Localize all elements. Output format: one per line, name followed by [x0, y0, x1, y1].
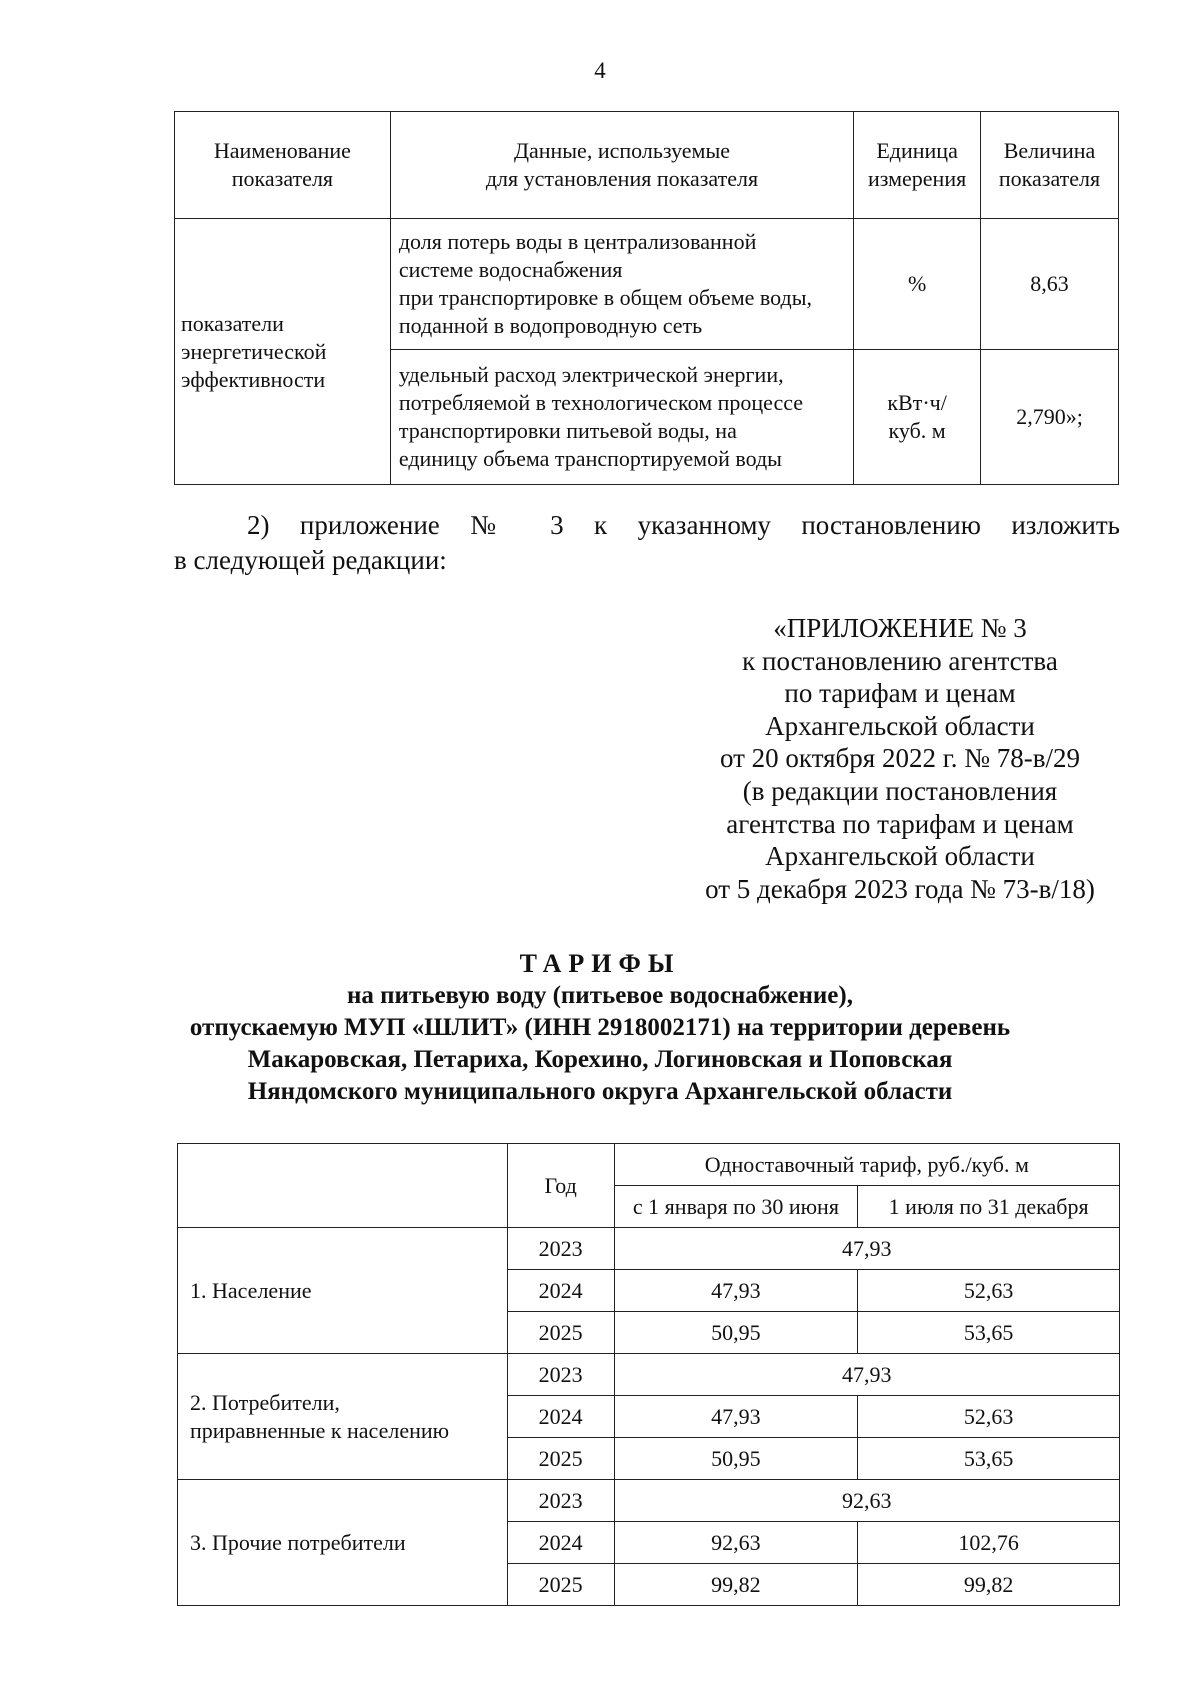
amendment-paragraph — [174, 508, 1120, 578]
tariff-period-1-cell: 47,93 — [614, 1396, 858, 1438]
title-line: Макаровская, Петариха, Корехино, Логиновская и Поповская — [247, 1046, 953, 1073]
indicator-group-name: показатели энергетической эффективности — [175, 219, 391, 485]
indicator-unit: % — [854, 219, 981, 350]
header-unit: Единица измерения — [854, 112, 981, 219]
paragraph-line-1: 2) приложение № 3 к указанному постановлению изложить — [247, 510, 1120, 540]
year-cell: 2023 — [507, 1228, 614, 1270]
page-number: 4 — [594, 58, 606, 83]
year-cell: 2024 — [507, 1396, 614, 1438]
appendix-line: Архангельской области — [765, 710, 1035, 741]
appendix-line: агентства по тарифам и ценам — [726, 808, 1074, 839]
indicators-table — [174, 111, 1119, 485]
tariff-merged-cell: 47,93 — [614, 1228, 1119, 1270]
indicator-data: доля потерь воды в централизованной системе водоснабжения при транспортировке в общем объеме воды, поданной в водопроводную сеть — [390, 219, 853, 350]
tariff-period-2-cell: 99,82 — [858, 1564, 1120, 1606]
appendix-line: Архангельской области — [765, 841, 1035, 872]
tariff-period-2-cell: 102,76 — [858, 1522, 1120, 1564]
appendix-line: от 5 декабря 2023 года № 73-в/18) — [705, 873, 1095, 904]
year-cell: 2025 — [507, 1438, 614, 1480]
indicator-unit: кВт·ч/ куб. м — [854, 350, 981, 485]
title-line: на питьевую воду (питьевое водоснабжение), — [347, 982, 853, 1009]
tariff-period-2-cell: 53,65 — [858, 1312, 1120, 1354]
appendix-heading — [680, 612, 1120, 905]
indicator-value: 2,790»; — [981, 350, 1119, 485]
header-value: Величина показателя — [981, 112, 1119, 219]
title-line: Няндомского муниципального округа Архангельской области — [247, 1078, 953, 1105]
header-category — [178, 1144, 508, 1228]
category-cell: 2. Потребители, приравненные к населению — [178, 1354, 508, 1480]
appendix-line: (в редакции постановления — [742, 775, 1058, 806]
header-tariff: Одноставочный тариф, руб./куб. м — [614, 1144, 1119, 1186]
year-cell: 2025 — [507, 1564, 614, 1606]
year-cell: 2023 — [507, 1354, 614, 1396]
table-row — [178, 1228, 1120, 1270]
year-cell: 2024 — [507, 1522, 614, 1564]
tariff-merged-cell: 47,93 — [614, 1354, 1119, 1396]
category-cell: 3. Прочие потребители — [178, 1480, 508, 1606]
document-title — [0, 948, 1200, 1108]
tariff-period-1-cell: 92,63 — [614, 1522, 858, 1564]
tariffs-table — [177, 1143, 1120, 1606]
tariff-period-2-cell: 52,63 — [858, 1396, 1120, 1438]
appendix-line: от 20 октября 2022 г. № 78-в/29 — [719, 743, 1080, 774]
indicator-data: удельный расход электрической энергии, потребляемой в технологическом процессе транспортировки питьевой воды, на единицу объема транспортируемой воды — [390, 350, 853, 485]
indicators-header-row — [175, 112, 1119, 219]
tariff-period-1-cell: 50,95 — [614, 1438, 858, 1480]
category-cell: 1. Население — [178, 1228, 508, 1354]
header-period-1: с 1 января по 30 июня — [614, 1186, 858, 1228]
tariff-period-1-cell: 50,95 — [614, 1312, 858, 1354]
year-cell: 2024 — [507, 1270, 614, 1312]
year-cell: 2023 — [507, 1480, 614, 1522]
indicator-value: 8,63 — [981, 219, 1119, 350]
tariffs-header-row — [178, 1144, 1120, 1186]
title-line: отпускаемую МУП «ШЛИТ» (ИНН 2918002171) на территории деревень — [189, 1014, 1011, 1041]
table-row — [178, 1480, 1120, 1522]
header-data: Данные, используемые для установления показателя — [390, 112, 853, 219]
tariff-merged-cell: 92,63 — [614, 1480, 1119, 1522]
table-row — [178, 1354, 1120, 1396]
tariff-period-1-cell: 99,82 — [614, 1564, 858, 1606]
appendix-line: «ПРИЛОЖЕНИЕ № 3 — [773, 613, 1027, 643]
header-year: Год — [507, 1144, 614, 1228]
header-period-2: 1 июля по 31 декабря — [858, 1186, 1120, 1228]
tariff-period-2-cell: 53,65 — [858, 1438, 1120, 1480]
table-row — [175, 219, 1119, 350]
title-heading: ТАРИФЫ — [519, 949, 681, 978]
tariff-period-2-cell: 52,63 — [858, 1270, 1120, 1312]
appendix-line: по тарифам и ценам — [784, 678, 1016, 709]
paragraph-line-2: в следующей редакции: — [174, 545, 447, 575]
tariff-period-1-cell: 47,93 — [614, 1270, 858, 1312]
header-name: Наименование показателя — [175, 112, 391, 219]
year-cell: 2025 — [507, 1312, 614, 1354]
appendix-line: к постановлению агентства — [742, 645, 1058, 676]
